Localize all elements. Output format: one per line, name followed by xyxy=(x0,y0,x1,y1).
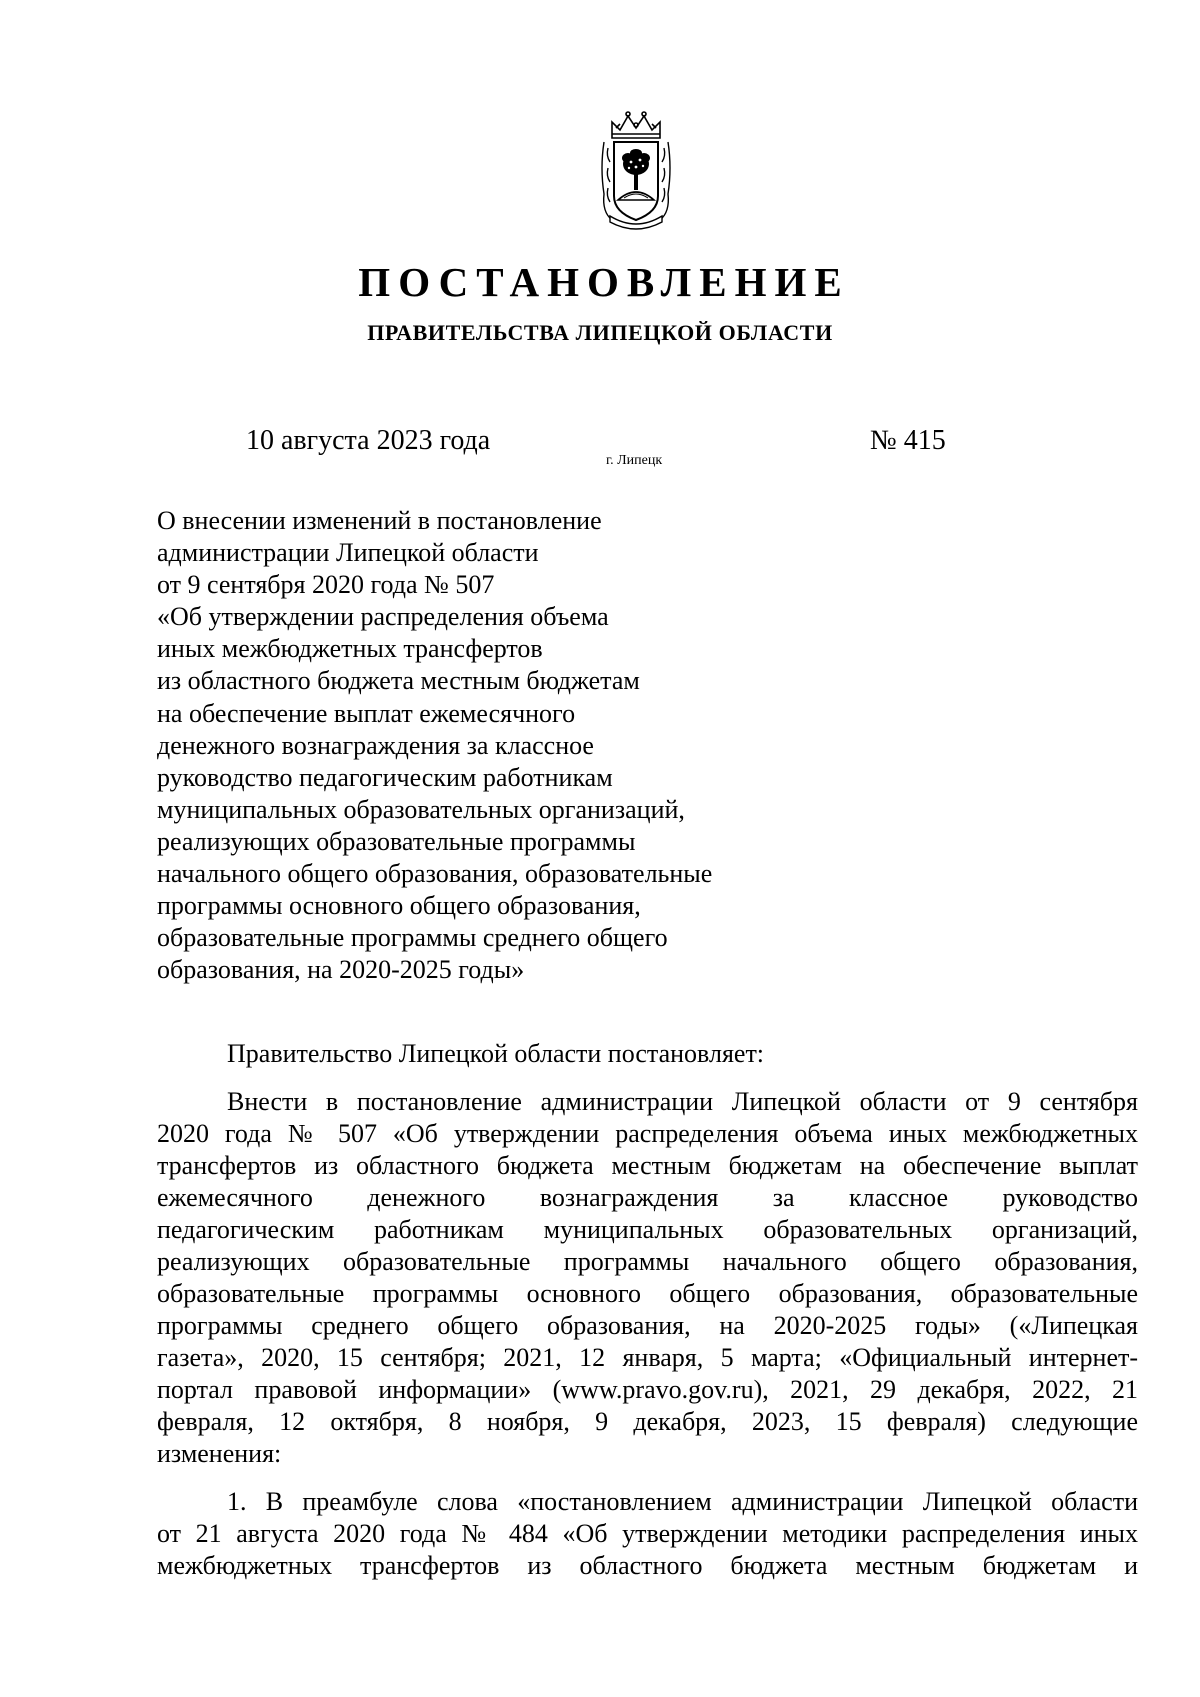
document-body xyxy=(157,1038,1138,1582)
main-paragraph xyxy=(157,1086,1138,1470)
body-line: портал правовой информации» (www.pravo.gov.ru), 2021, 29 декабря, 2022, 21 xyxy=(157,1375,1138,1404)
title-line: муниципальных образовательных организаций, xyxy=(157,794,685,824)
body-line: от 21 августа 2020 года № 484 «Об утверждении методики распределения иных xyxy=(157,1519,1138,1548)
body-line: программы среднего общего образования, на 2020-2025 годы» («Липецкая xyxy=(157,1311,1138,1340)
title-line: начального общего образования, образовательные xyxy=(157,859,713,889)
body-line: образовательные программы основного общего образования, образовательные xyxy=(157,1279,1138,1308)
item-1-paragraph xyxy=(157,1486,1138,1582)
body-line: межбюджетных трансфертов из областного бюджета местным бюджетам и xyxy=(157,1551,1138,1580)
title-line: иных межбюджетных трансфертов xyxy=(157,634,543,664)
coat-of-arms-icon xyxy=(598,108,674,234)
title-line: образования, на 2020-2025 годы» xyxy=(157,955,525,985)
body-line: изменения: xyxy=(157,1439,282,1468)
title-line: денежного вознаграждения за классное xyxy=(157,730,594,760)
title-line: администрации Липецкой области xyxy=(157,538,539,568)
body-line: педагогическим работникам муниципальных образовательных организаций, xyxy=(157,1215,1138,1244)
body-line: февраля, 12 октября, 8 ноября, 9 декабря, 2023, 15 февраля) следующие xyxy=(157,1407,1138,1436)
document-title xyxy=(157,505,857,986)
body-line: реализующих образовательные программы начального общего образования, xyxy=(157,1247,1138,1276)
intro-paragraph: Правительство Липецкой области постановляет: xyxy=(227,1039,765,1068)
issuer-heading: ПРАВИТЕЛЬСТВА ЛИПЕЦКОЙ ОБЛАСТИ xyxy=(367,320,833,345)
document-number: № 415 xyxy=(870,425,946,456)
title-line: реализующих образовательные программы xyxy=(157,826,636,856)
title-line: О внесении изменений в постановление xyxy=(157,506,602,535)
body-line: 1. В преамбуле слова «постановлением администрации Липецкой области xyxy=(227,1487,1138,1516)
body-line: ежемесячного денежного вознаграждения за классное руководство xyxy=(157,1183,1138,1212)
body-line: трансфертов из областного бюджета местным бюджетам на обеспечение выплат xyxy=(157,1151,1138,1180)
document-date: 10 августа 2023 года xyxy=(246,425,491,456)
body-line: 2020 года № 507 «Об утверждении распределения объема иных межбюджетных xyxy=(157,1119,1138,1148)
title-line: программы основного общего образования, xyxy=(157,891,641,921)
title-line: руководство педагогическим работникам xyxy=(157,762,613,792)
body-line: Внести в постановление администрации Липецкой области от 9 сентября xyxy=(227,1087,1138,1116)
title-line: образовательные программы среднего общего xyxy=(157,923,668,953)
title-line: на обеспечение выплат ежемесячного xyxy=(157,698,576,728)
document-type-heading: ПОСТАНОВЛЕНИЕ xyxy=(358,259,850,305)
body-line: газета», 2020, 15 сентября; 2021, 12 января, 5 марта; «Официальный интернет- xyxy=(157,1343,1138,1372)
document-city: г. Липецк xyxy=(606,453,663,468)
title-line: от 9 сентября 2020 года № 507 xyxy=(157,570,495,600)
title-line: «Об утверждении распределения объема xyxy=(157,602,609,632)
title-line: из областного бюджета местным бюджетам xyxy=(157,666,640,696)
